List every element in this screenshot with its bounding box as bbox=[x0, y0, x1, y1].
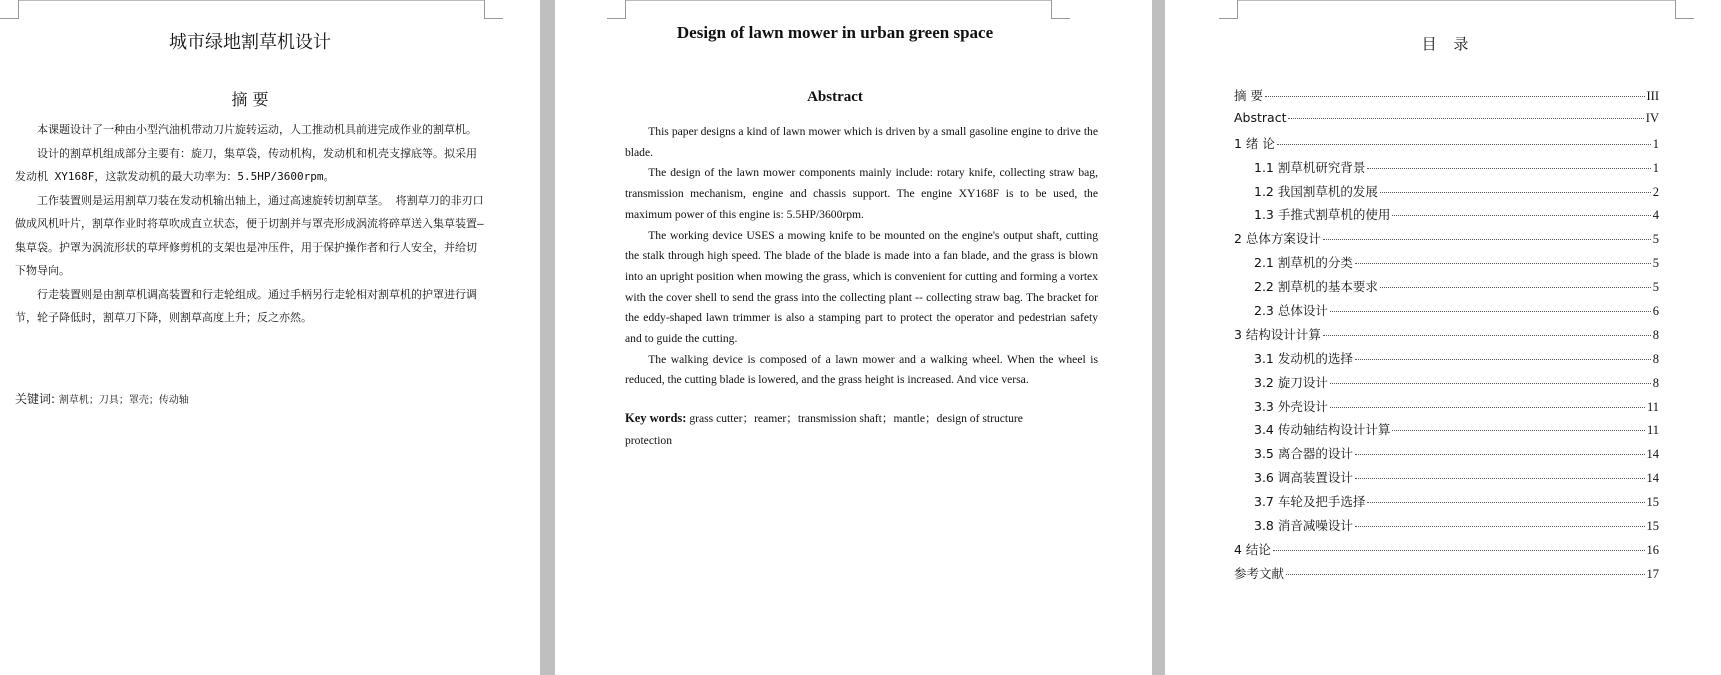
toc-entry-page: 8 bbox=[1652, 351, 1659, 366]
paragraph: This paper designs a kind of lawn mower which is driven by a small gasoline engine to drive the blade. bbox=[625, 125, 1098, 159]
toc-entry[interactable] bbox=[1234, 229, 1659, 253]
toc-entry-page: 14 bbox=[1646, 447, 1659, 462]
toc-entry[interactable] bbox=[1234, 468, 1659, 492]
keywords-value: 割草机；刀具；罩壳；传动轴 bbox=[58, 395, 189, 406]
toc-entry[interactable] bbox=[1234, 540, 1659, 564]
dot-leader bbox=[1367, 168, 1650, 169]
toc-entry-page: 11 bbox=[1646, 399, 1659, 414]
abstract-body bbox=[625, 122, 1098, 391]
paragraph: The working device USES a mowing knife to be mounted on the engine's output shaft, cutting the stalk through high speed. The blade of the blade is made into a fan blade, and the grass is blown into an upright position when mowing the grass, which is convenient for cutting and forming a vortex with the cover shell to send the grass into the collecting plant -- collecting straw bag. The bracket for the eddy-shaped lawn trimmer is also a stamping part to protect the operator and pedestrian safety and to guide the cutting. bbox=[625, 228, 1098, 346]
toc-entry[interactable] bbox=[1234, 397, 1659, 421]
dot-leader bbox=[1265, 96, 1645, 97]
toc-entry-page: 5 bbox=[1652, 280, 1659, 295]
dot-leader bbox=[1330, 383, 1651, 384]
corner-mark bbox=[1675, 0, 1694, 19]
toc-entry-text: 1.3 手推式割草机的使用 bbox=[1254, 207, 1391, 223]
toc-entry-text: 参考文献 bbox=[1234, 565, 1285, 581]
toc-entry-text: 3.8 消音减噪设计 bbox=[1254, 518, 1353, 534]
toc-entry-page: 1 bbox=[1652, 160, 1659, 175]
toc-entry[interactable] bbox=[1234, 134, 1659, 158]
toc-entry[interactable] bbox=[1234, 301, 1659, 325]
toc-entry-text: 2 总体方案设计 bbox=[1234, 231, 1321, 247]
keywords-label: Key words: bbox=[625, 411, 687, 425]
toc-entry-page: 17 bbox=[1646, 566, 1659, 581]
page-english-abstract bbox=[555, 0, 1152, 675]
page-title: 城市绿地割草机设计 bbox=[169, 32, 331, 53]
toc-entry-page: III bbox=[1646, 89, 1659, 103]
abstract-body bbox=[15, 118, 485, 330]
toc-entry-text: Abstract bbox=[1234, 109, 1287, 125]
dot-leader bbox=[1355, 454, 1645, 455]
toc-entry[interactable] bbox=[1234, 516, 1659, 540]
paragraph: 行走装置则是由割草机调高装置和行走轮组成。通过手柄另行走轮相对割草机的护罩进行调节，轮子降低时，割草刀下降，则割草高度上升；反之亦然。 bbox=[15, 287, 477, 324]
toc-title: 目 录 bbox=[1421, 35, 1475, 53]
toc-entry-text: 摘 要 bbox=[1234, 88, 1263, 103]
page-table-of-contents bbox=[1165, 0, 1721, 675]
toc-entry-page: 5 bbox=[1652, 232, 1659, 247]
toc-entry-text: 1 绪 论 bbox=[1234, 135, 1275, 151]
dot-leader bbox=[1392, 215, 1650, 216]
toc-entry-text: 1.1 割草机研究背景 bbox=[1254, 159, 1366, 175]
dot-leader bbox=[1367, 502, 1644, 503]
dot-leader bbox=[1380, 192, 1651, 193]
toc-entry-text: 3.1 发动机的选择 bbox=[1254, 350, 1353, 366]
toc-entry-page: IV bbox=[1645, 110, 1659, 125]
toc-entry-text: 3 结构设计计算 bbox=[1234, 326, 1321, 342]
header-line bbox=[18, 0, 484, 1]
toc-entry-page: 16 bbox=[1646, 542, 1659, 557]
paragraph: 本课题设计了一种由小型汽油机带动刀片旋转运动，人工推动机具前进完成作业的割草机。 bbox=[37, 123, 477, 136]
paragraph: The design of the lawn mower components mainly include: rotary knife, collecting straw bag, transmission mechanism, engine and chassis support. The engine XY168F is to be used, the maximum power of this engine is: 5.5HP/3600rpm. bbox=[625, 166, 1098, 221]
toc-entry-text: 2.3 总体设计 bbox=[1254, 303, 1328, 319]
dot-leader bbox=[1273, 550, 1645, 551]
toc-entry[interactable] bbox=[1234, 444, 1659, 468]
toc-entry-page: 14 bbox=[1646, 471, 1659, 486]
toc-entry[interactable] bbox=[1234, 325, 1659, 349]
corner-mark bbox=[0, 0, 19, 19]
corner-mark bbox=[607, 0, 626, 19]
toc-entry-text: 3.2 旋刀设计 bbox=[1254, 374, 1328, 390]
toc-entry-page: 15 bbox=[1646, 495, 1659, 510]
dot-leader bbox=[1380, 287, 1651, 288]
toc-entry[interactable] bbox=[1234, 158, 1659, 182]
corner-mark bbox=[484, 0, 503, 19]
header-line bbox=[1237, 0, 1675, 1]
dot-leader bbox=[1355, 263, 1651, 264]
toc-entry-page: 15 bbox=[1646, 519, 1659, 534]
paragraph: The walking device is composed of a lawn mower and a walking wheel. When the wheel is reduced, the cutting blade is lowered, and the grass height is increased. And vice versa. bbox=[625, 352, 1098, 387]
dot-leader bbox=[1355, 478, 1645, 479]
toc-entry-text: 3.4 传动轴结构设计计算 bbox=[1254, 422, 1391, 438]
toc-entry[interactable] bbox=[1234, 349, 1659, 373]
toc-entry[interactable] bbox=[1234, 86, 1659, 110]
dot-leader bbox=[1323, 335, 1651, 336]
toc-entry[interactable] bbox=[1234, 373, 1659, 397]
toc-entry[interactable] bbox=[1234, 110, 1659, 134]
keywords bbox=[625, 407, 1045, 452]
toc-entry[interactable] bbox=[1234, 564, 1659, 588]
toc-entry-page: 6 bbox=[1652, 304, 1659, 319]
toc-entry-text: 3.5 离合器的设计 bbox=[1254, 446, 1353, 462]
toc-entry-text: 3.7 车轮及把手选择 bbox=[1254, 494, 1366, 510]
paragraph: 工作装置则是运用割草刀装在发动机输出轴上，通过高速旋转切割草茎。 将割草刀的非刃口做成风机叶片，割草作业时将草吹成直立状态，便于切割并与罩壳形成涡流将碎草送入集草装置—集草袋。护罩为涡流形状的草坪修剪机的支架也是冲压件，用于保护操作者和行人安全，并给切下物导向。 bbox=[15, 193, 484, 277]
toc-entry[interactable] bbox=[1234, 205, 1659, 229]
toc-entry-page: 4 bbox=[1652, 208, 1659, 223]
keywords-label: 关键词: bbox=[15, 392, 56, 406]
dot-leader bbox=[1330, 407, 1645, 408]
toc-entry-page: 5 bbox=[1652, 256, 1659, 271]
dot-leader bbox=[1355, 359, 1651, 360]
toc-entry-page: 8 bbox=[1652, 375, 1659, 390]
dot-leader bbox=[1288, 118, 1643, 119]
keywords-value: grass cutter；reamer；transmission shaft；mantle；design of structure protection bbox=[625, 412, 1023, 447]
toc-entry-text: 3.3 外壳设计 bbox=[1254, 398, 1328, 414]
dot-leader bbox=[1277, 144, 1651, 145]
toc-entry[interactable] bbox=[1234, 277, 1659, 301]
dot-leader bbox=[1355, 526, 1645, 527]
dot-leader bbox=[1323, 239, 1651, 240]
toc-entry-text: 1.2 我国割草机的发展 bbox=[1254, 183, 1378, 199]
page-chinese-abstract bbox=[0, 0, 540, 675]
corner-mark bbox=[1219, 0, 1238, 19]
toc-entry[interactable] bbox=[1234, 492, 1659, 516]
toc-entry[interactable] bbox=[1234, 253, 1659, 277]
toc-entry-text: 3.6 调高装置设计 bbox=[1254, 470, 1353, 486]
toc-entry-page: 1 bbox=[1652, 136, 1659, 151]
toc-entry-text: 2.2 割草机的基本要求 bbox=[1254, 279, 1378, 295]
toc-entry-text: 4 结论 bbox=[1234, 541, 1271, 557]
abstract-heading: 摘 要 bbox=[231, 90, 269, 109]
toc-entry-text: 2.1 割草机的分类 bbox=[1254, 255, 1353, 271]
keywords bbox=[15, 390, 189, 407]
toc-entry-page: 2 bbox=[1652, 184, 1659, 199]
header-line bbox=[625, 0, 1051, 1]
toc-entry-page: 8 bbox=[1652, 327, 1659, 342]
toc-entry[interactable] bbox=[1234, 182, 1659, 206]
toc-list bbox=[1234, 86, 1659, 588]
toc-entry[interactable] bbox=[1234, 420, 1659, 444]
toc-entry-page: 11 bbox=[1646, 423, 1659, 438]
dot-leader bbox=[1330, 311, 1651, 312]
abstract-heading: Abstract bbox=[807, 89, 863, 105]
page-title: Design of lawn mower in urban green space bbox=[676, 23, 994, 42]
dot-leader bbox=[1392, 430, 1645, 431]
dot-leader bbox=[1286, 574, 1644, 575]
corner-mark bbox=[1051, 0, 1070, 19]
paragraph: 设计的割草机组成部分主要有：旋刀，集草袋，传动机构，发动机和机壳支撑底等。拟采用发动机 XY168F，这款发动机的最大功率为：5.5HP/3600rpm。 bbox=[15, 146, 477, 183]
